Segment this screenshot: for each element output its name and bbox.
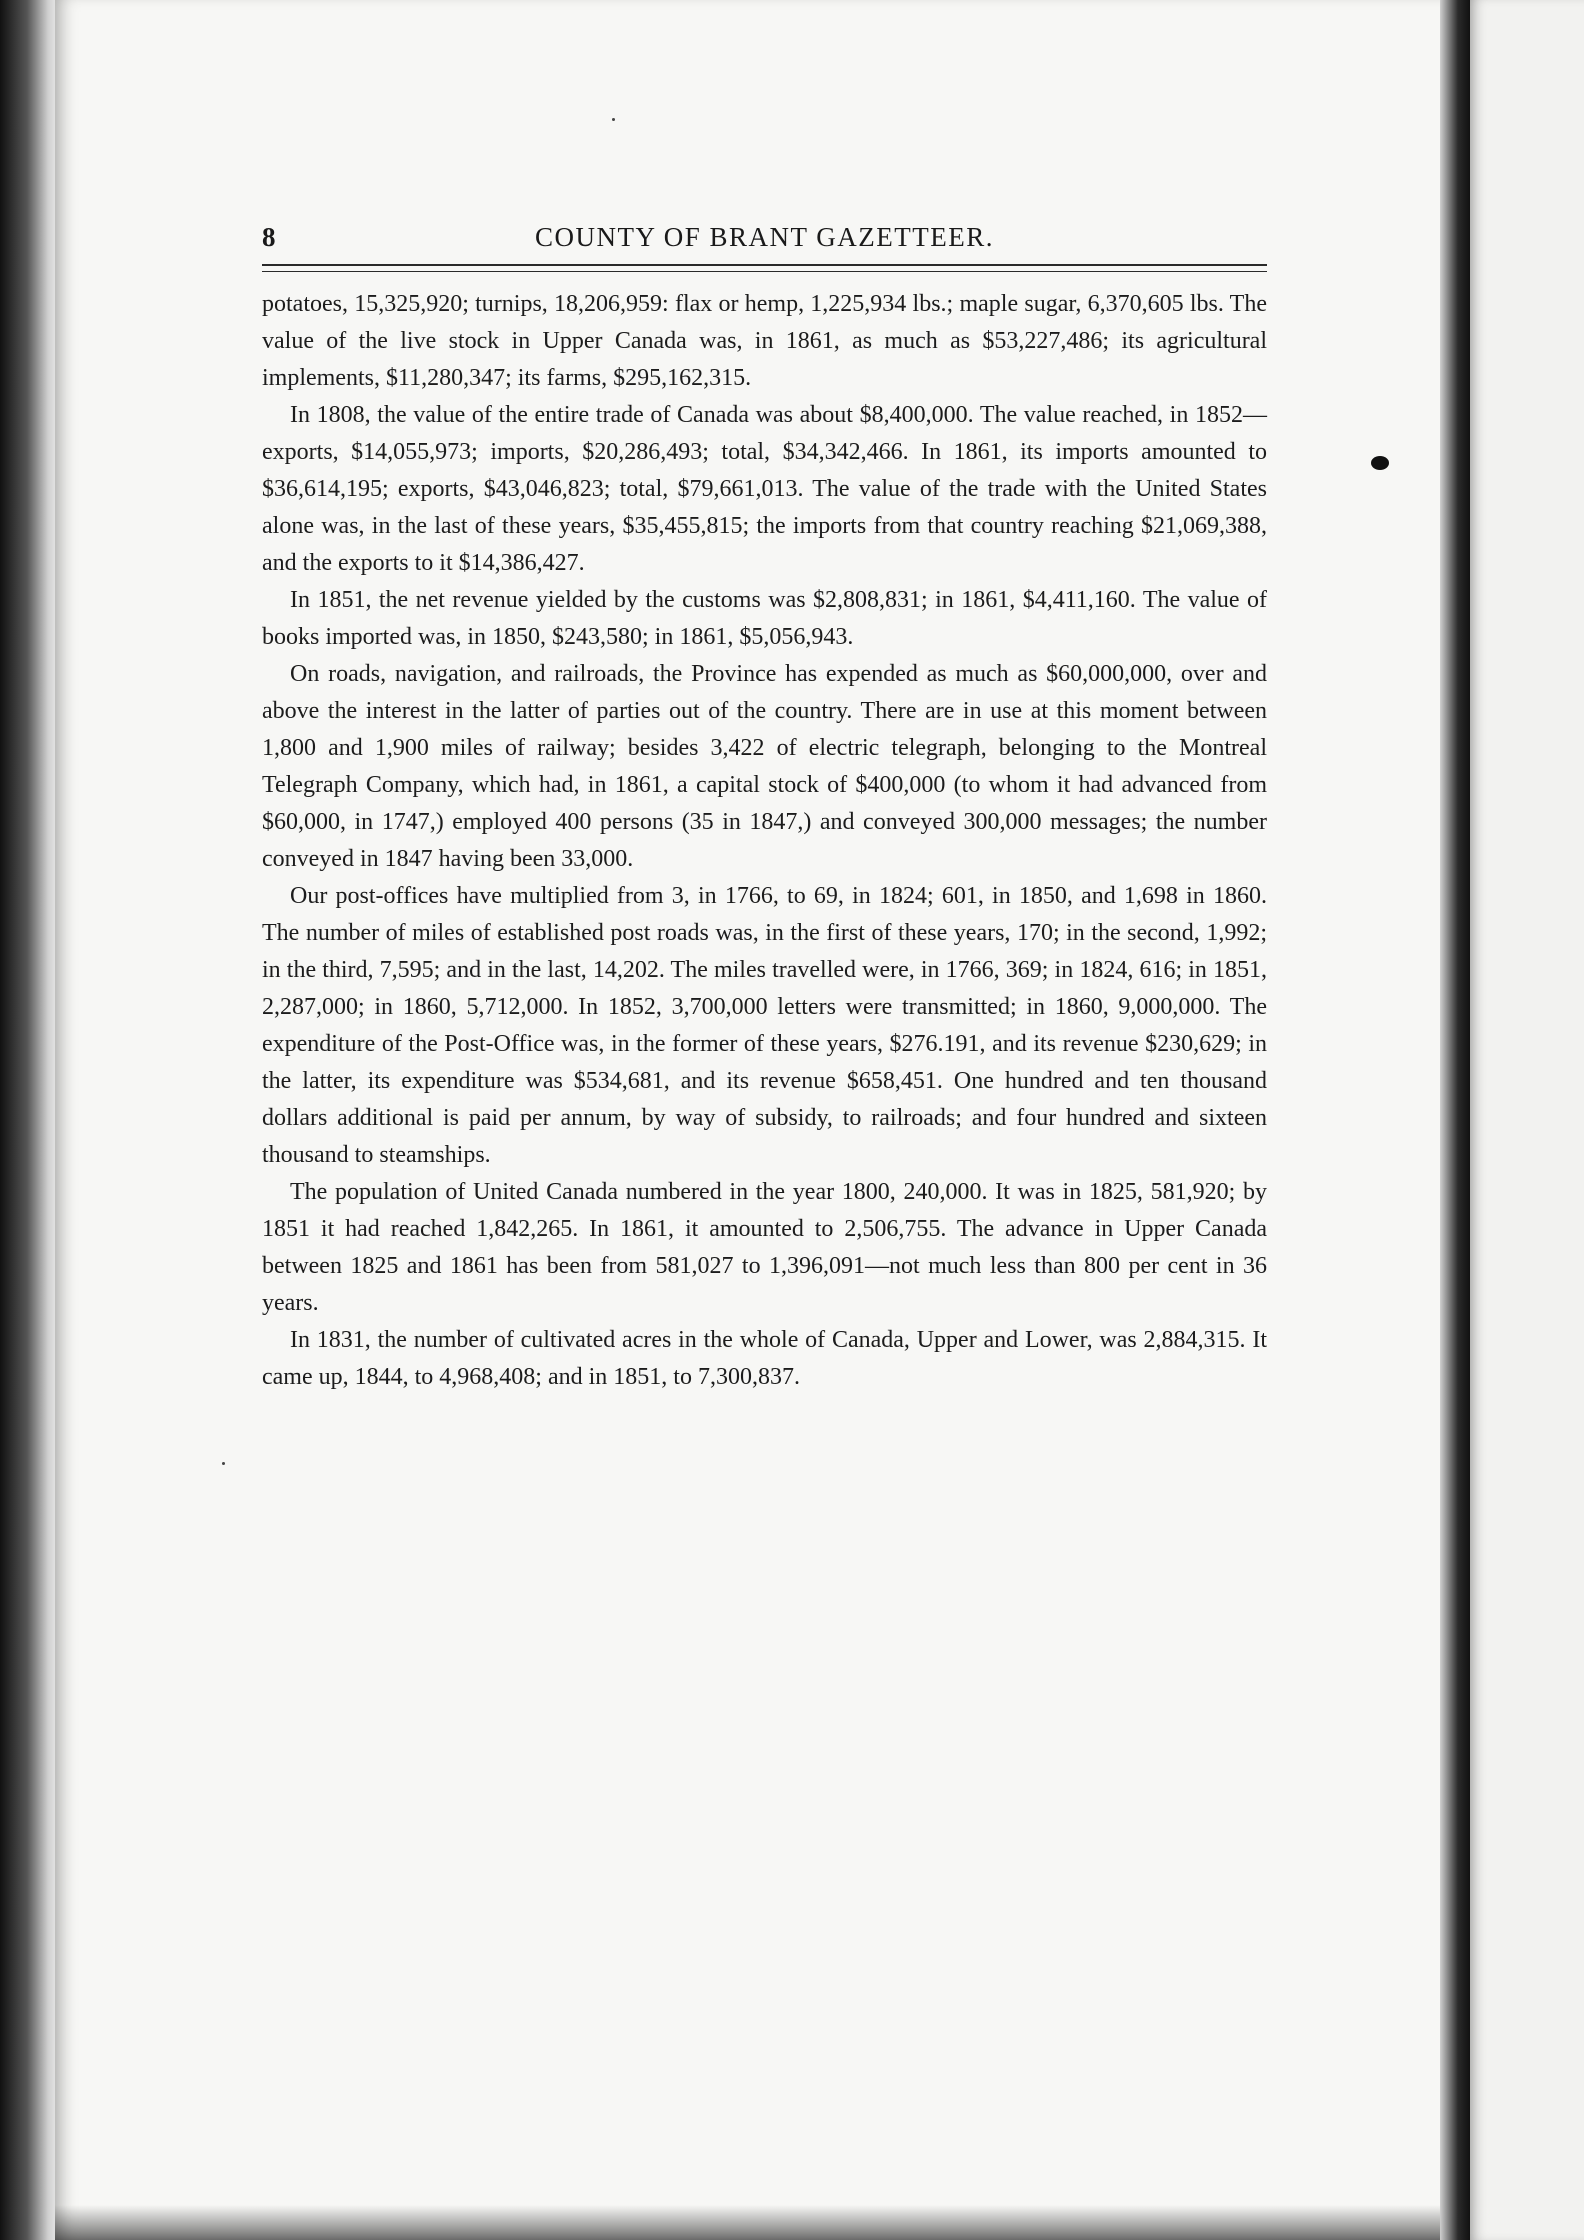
paragraph: In 1831, the number of cultivated acres in the whole of Canada, Upper and Lower, was 2,884,315. It came up, 1844, to 4,968,408; and in 1851, to 7,300,837.	[262, 1327, 1267, 1390]
paragraph: potatoes, 15,325,920; turnips, 18,206,959: flax or hemp, 1,225,934 lbs.; maple sugar, 6,370,605 lbs. The value of the live stock in Upper Canada was, in 1861, as much as $53,227,486; its agricultural implements, $11,280,347; its farms, $295,162,315.	[262, 291, 1267, 391]
page-number: 8	[262, 222, 276, 252]
page-bottom-shadow	[55, 2205, 1440, 2240]
paragraph: Our post-offices have multiplied from 3, in 1766, to 69, in 1824; 601, in 1850, and 1,698 in 1860. The number of miles of established post roads was, in the first of these years, 170; in the second, 1,992; in the third, 7,595; and in the last, 14,202. The miles travelled were, in 1766, 369; in 1824, 616; in 1851, 2,287,000; in 1860, 5,712,000. In 1852, 3,700,000 letters were transmitted; in 1860, 9,000,000. The expenditure of the Post-Office was, in the former of these years, $276.191, and its revenue $230,629; in the latter, its expenditure was $534,681, and its revenue $658,451. One hundred and ten thousand dollars additional is paid per annum, by way of subsidy, to railroads; and four hundred and sixteen thousand to steamships.	[262, 883, 1267, 1168]
paragraph: In 1851, the net revenue yielded by the customs was $2,808,831; in 1861, $4,411,160. The value of books imported was, in 1850, $243,580; in 1861, $5,056,943.	[262, 587, 1267, 650]
header-rule-thin	[262, 271, 1267, 272]
paragraph: In 1808, the value of the entire trade of Canada was about $8,400,000. The value reached, in 1852—exports, $14,055,973; imports, $20,286,493; total, $34,342,466. In 1861, its imports amounted to $36,614,195; exports, $43,046,823; total, $79,661,013. The value of the trade with the United States alone was, in the last of these years, $35,455,815; the imports from that country reaching $21,069,388, and the exports to it $14,386,427.	[262, 402, 1267, 576]
body-text	[262, 286, 1267, 1396]
speck	[222, 1462, 225, 1465]
speck	[612, 118, 615, 121]
ink-blot	[1371, 456, 1389, 470]
gutter-shadow	[1440, 0, 1470, 2240]
running-title: COUNTY OF BRANT GAZETTEER.	[535, 222, 994, 252]
paragraph: The population of United Canada numbered in the year 1800, 240,000. It was in 1825, 581,920; by 1851 it had reached 1,842,265. In 1861, it amounted to 2,506,755. The advance in Upper Canada between 1825 and 1861 has been from 581,027 to 1,396,091—not much less than 800 per cent in 36 years.	[262, 1179, 1267, 1316]
binding-edge	[0, 0, 60, 2240]
adjacent-page-edge	[1470, 0, 1584, 2240]
page-header	[262, 222, 1267, 258]
header-rule	[262, 264, 1267, 266]
paragraph: On roads, navigation, and railroads, the Province has expended as much as $60,000,000, over and above the interest in the latter of parties out of the country. There are in use at this moment between 1,800 and 1,900 miles of railway; besides 3,422 of electric telegraph, belonging to the Montreal Telegraph Company, which had, in 1861, a capital stock of $400,000 (to whom it had advanced from $60,000, in 1747,) employed 400 persons (35 in 1847,) and conveyed 300,000 messages; the number conveyed in 1847 having been 33,000.	[262, 661, 1267, 872]
